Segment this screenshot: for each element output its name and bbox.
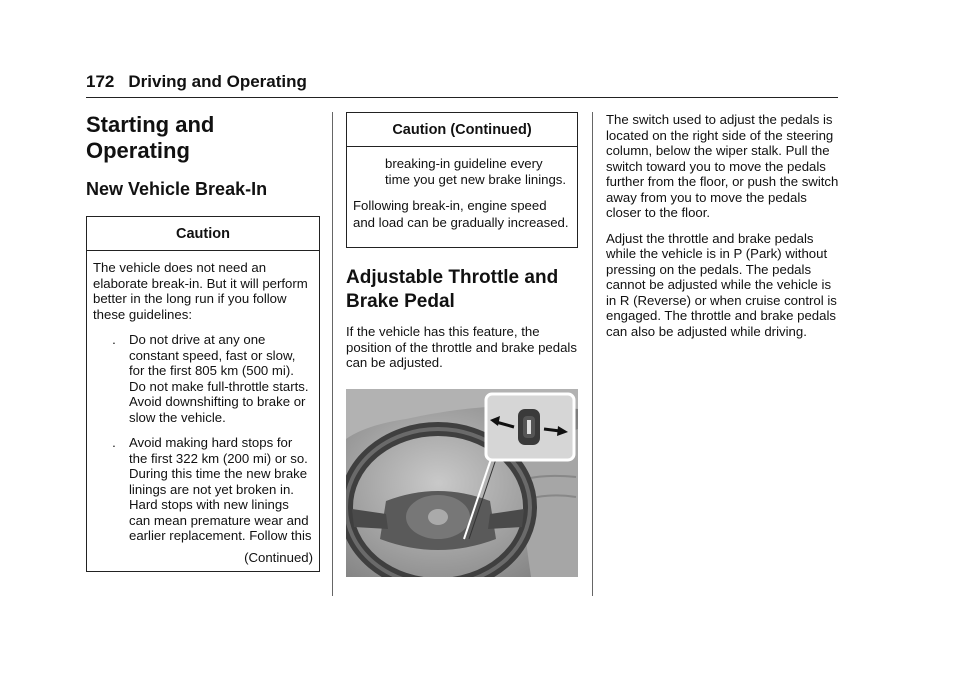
column-divider-1 — [332, 112, 333, 596]
header-rule — [86, 97, 838, 98]
caution-title: Caution (Continued) — [347, 113, 577, 147]
column-2 — [346, 112, 578, 577]
caution-title: Caution — [87, 217, 319, 251]
caution-body — [347, 147, 577, 247]
bullet-marker: . — [112, 332, 116, 347]
bullet-marker: . — [112, 435, 116, 450]
caution-intro: The vehicle does not need an elaborate break-in. But it will perform better in the long run if you follow these guidelines: — [93, 260, 308, 322]
caution-box-continued — [346, 112, 578, 248]
caution-para: Following break-in, engine speed and load can be gradually increased. — [353, 198, 569, 230]
steering-wheel-figure — [346, 389, 578, 577]
intro-paragraph: If the vehicle has this feature, the position of the throttle and brake pedals can be adjusted. — [346, 324, 577, 370]
subsection-heading: New Vehicle Break-In — [86, 179, 268, 199]
list-item — [93, 332, 313, 425]
steering-wheel-illustration — [346, 389, 578, 577]
caution-continued-text: breaking-in guideline every time you get new brake linings. — [385, 156, 567, 187]
caution-body — [87, 251, 319, 571]
bullet-text: Do not drive at any one constant speed, fast or slow, for the first 805 km (500 mi). Do not make full-throttle starts. Avoid downshifting to brake or slow the vehicle. — [129, 332, 309, 425]
switch-location-paragraph: The switch used to adjust the pedals is located on the right side of the steering column, below the wiper stalk. Pull the switch toward you to move the pedals further from the floor, or push the switch away from you to move the pedals closer to the floor. — [606, 112, 839, 220]
section-title: Driving and Operating — [128, 72, 307, 91]
column-3 — [606, 112, 840, 349]
bullet-text: Avoid making hard stops for the first 322 km (200 mi) or so. During this time the new brake linings are not yet broken in. Hard stops with new linings can mean premature wear and earlier replacement. Follow this — [129, 435, 312, 543]
subsection-heading: Adjustable Throttle and Brake Pedal — [346, 267, 559, 312]
section-heading: Starting and Operating — [86, 112, 215, 163]
page-number: 172 — [86, 72, 115, 91]
column-divider-2 — [592, 112, 593, 596]
column-1 — [86, 112, 320, 572]
continued-label: (Continued) — [244, 549, 313, 565]
adjust-paragraph: Adjust the throttle and brake pedals while the vehicle is in P (Park) without pressing on the pedals. The pedals cannot be adjusted while the vehicle is in R (Reverse) or when cruise control is engaged. The throttle and brake pedals can also be adjusted while driving. — [606, 230, 837, 339]
caution-box — [86, 216, 320, 572]
page-header — [86, 72, 307, 92]
list-item — [93, 435, 313, 544]
